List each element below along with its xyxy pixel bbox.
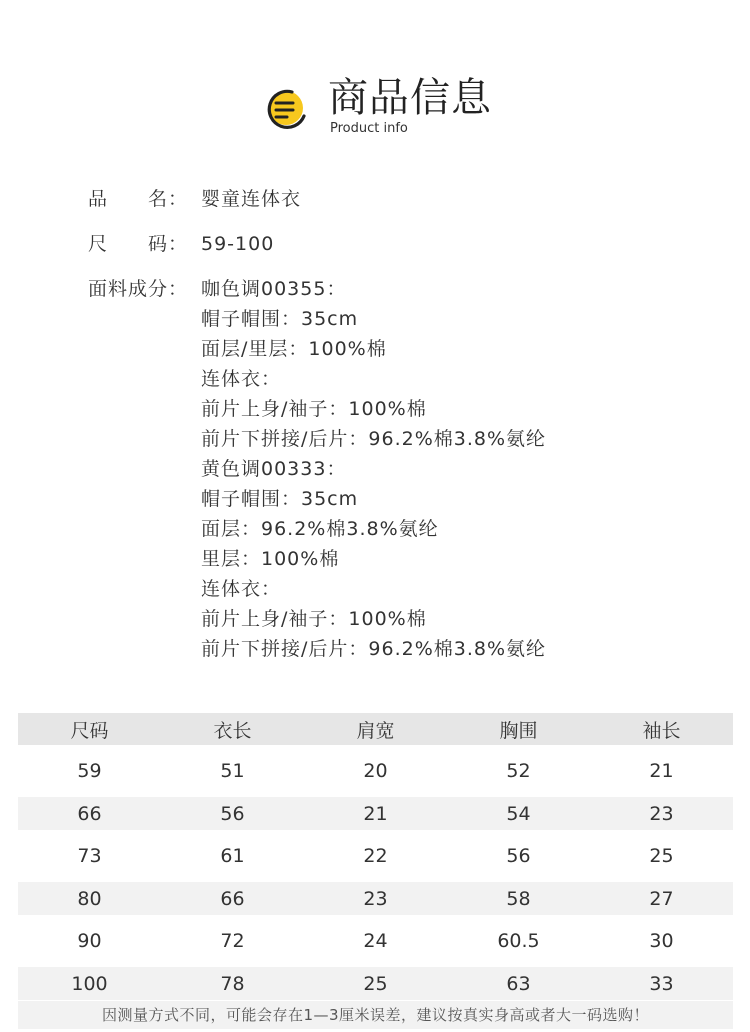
- table-cell: 61: [220, 845, 245, 867]
- document-lines-icon: [262, 86, 314, 130]
- name-label: 品 名：: [88, 188, 189, 210]
- table-cell: 24: [363, 930, 388, 952]
- table-row: [18, 745, 733, 797]
- table-cell: 30: [649, 930, 674, 952]
- material-line: 里层：100%棉: [201, 548, 340, 570]
- info-row-name: [88, 184, 728, 229]
- column-header: 肩宽: [356, 719, 395, 742]
- table-cell: 21: [304, 797, 447, 830]
- table-cell: 51: [220, 760, 245, 782]
- table-cell: 20: [363, 760, 388, 782]
- info-row-material: [88, 274, 728, 664]
- table-cell: 54: [447, 797, 590, 830]
- material-line: 前片下拼接/后片：96.2%棉3.8%氨纶: [201, 428, 547, 450]
- table-cell: 78: [161, 967, 304, 1000]
- table-cell: 52: [506, 760, 531, 782]
- info-row-size: [88, 229, 728, 274]
- table-cell: 23: [304, 882, 447, 915]
- table-cell: 60.5: [497, 930, 540, 952]
- table-cell: 25: [304, 967, 447, 1000]
- measurement-note: 因测量方式不同，可能会存在1—3厘米误差，建议按真实身高或者大一码选购！: [18, 1001, 733, 1029]
- material-line: 前片上身/袖子：100%棉: [201, 398, 427, 420]
- page-title: 商品信息: [328, 75, 492, 121]
- table-cell: 25: [649, 845, 674, 867]
- product-info: [88, 184, 728, 664]
- material-line: 前片上身/袖子：100%棉: [201, 608, 427, 630]
- material-line: 帽子帽围：35cm: [201, 308, 359, 330]
- name-value: 婴童连体衣: [201, 188, 302, 210]
- table-row: [18, 882, 733, 915]
- table-cell: 63: [447, 967, 590, 1000]
- table-cell: 59: [77, 760, 102, 782]
- table-row: [18, 830, 733, 882]
- table-cell: 56: [161, 797, 304, 830]
- table-cell: 21: [649, 760, 674, 782]
- section-header: [0, 72, 750, 142]
- table-cell: 80: [18, 882, 161, 915]
- column-header: 胸围: [499, 719, 538, 742]
- table-cell: 27: [590, 882, 733, 915]
- table-cell: 90: [77, 930, 102, 952]
- table-cell: 33: [590, 967, 733, 1000]
- table-cell: 72: [220, 930, 245, 952]
- material-line: 咖色调00355：: [201, 278, 347, 300]
- material-label: 面料成分：: [88, 278, 189, 300]
- material-line: 连体衣：: [201, 368, 282, 390]
- table-row: [18, 967, 733, 1000]
- table-cell: 66: [161, 882, 304, 915]
- table-header-row: [18, 713, 733, 745]
- table-cell: 23: [590, 797, 733, 830]
- column-header: 尺码: [70, 719, 109, 742]
- material-line: 黄色调00333：: [201, 458, 347, 480]
- material-line: 前片下拼接/后片：96.2%棉3.8%氨纶: [201, 638, 547, 660]
- material-line: 连体衣：: [201, 578, 282, 600]
- table-cell: 22: [363, 845, 388, 867]
- material-lines: [201, 274, 728, 664]
- material-line: 帽子帽围：35cm: [201, 488, 359, 510]
- size-value: 59-100: [201, 233, 275, 255]
- material-line: 面层/里层：100%棉: [201, 338, 387, 360]
- table-cell: 100: [18, 967, 161, 1000]
- column-header: 袖长: [642, 719, 681, 742]
- table-cell: 66: [18, 797, 161, 830]
- size-label: 尺 码：: [88, 233, 189, 255]
- size-chart-table: [18, 713, 733, 1000]
- material-line: 面层：96.2%棉3.8%氨纶: [201, 518, 439, 540]
- column-header: 衣长: [213, 719, 252, 742]
- table-row: [18, 915, 733, 967]
- table-cell: 56: [506, 845, 531, 867]
- table-cell: 58: [447, 882, 590, 915]
- table-row: [18, 797, 733, 830]
- table-cell: 73: [77, 845, 102, 867]
- page-subtitle: Product info: [330, 121, 408, 136]
